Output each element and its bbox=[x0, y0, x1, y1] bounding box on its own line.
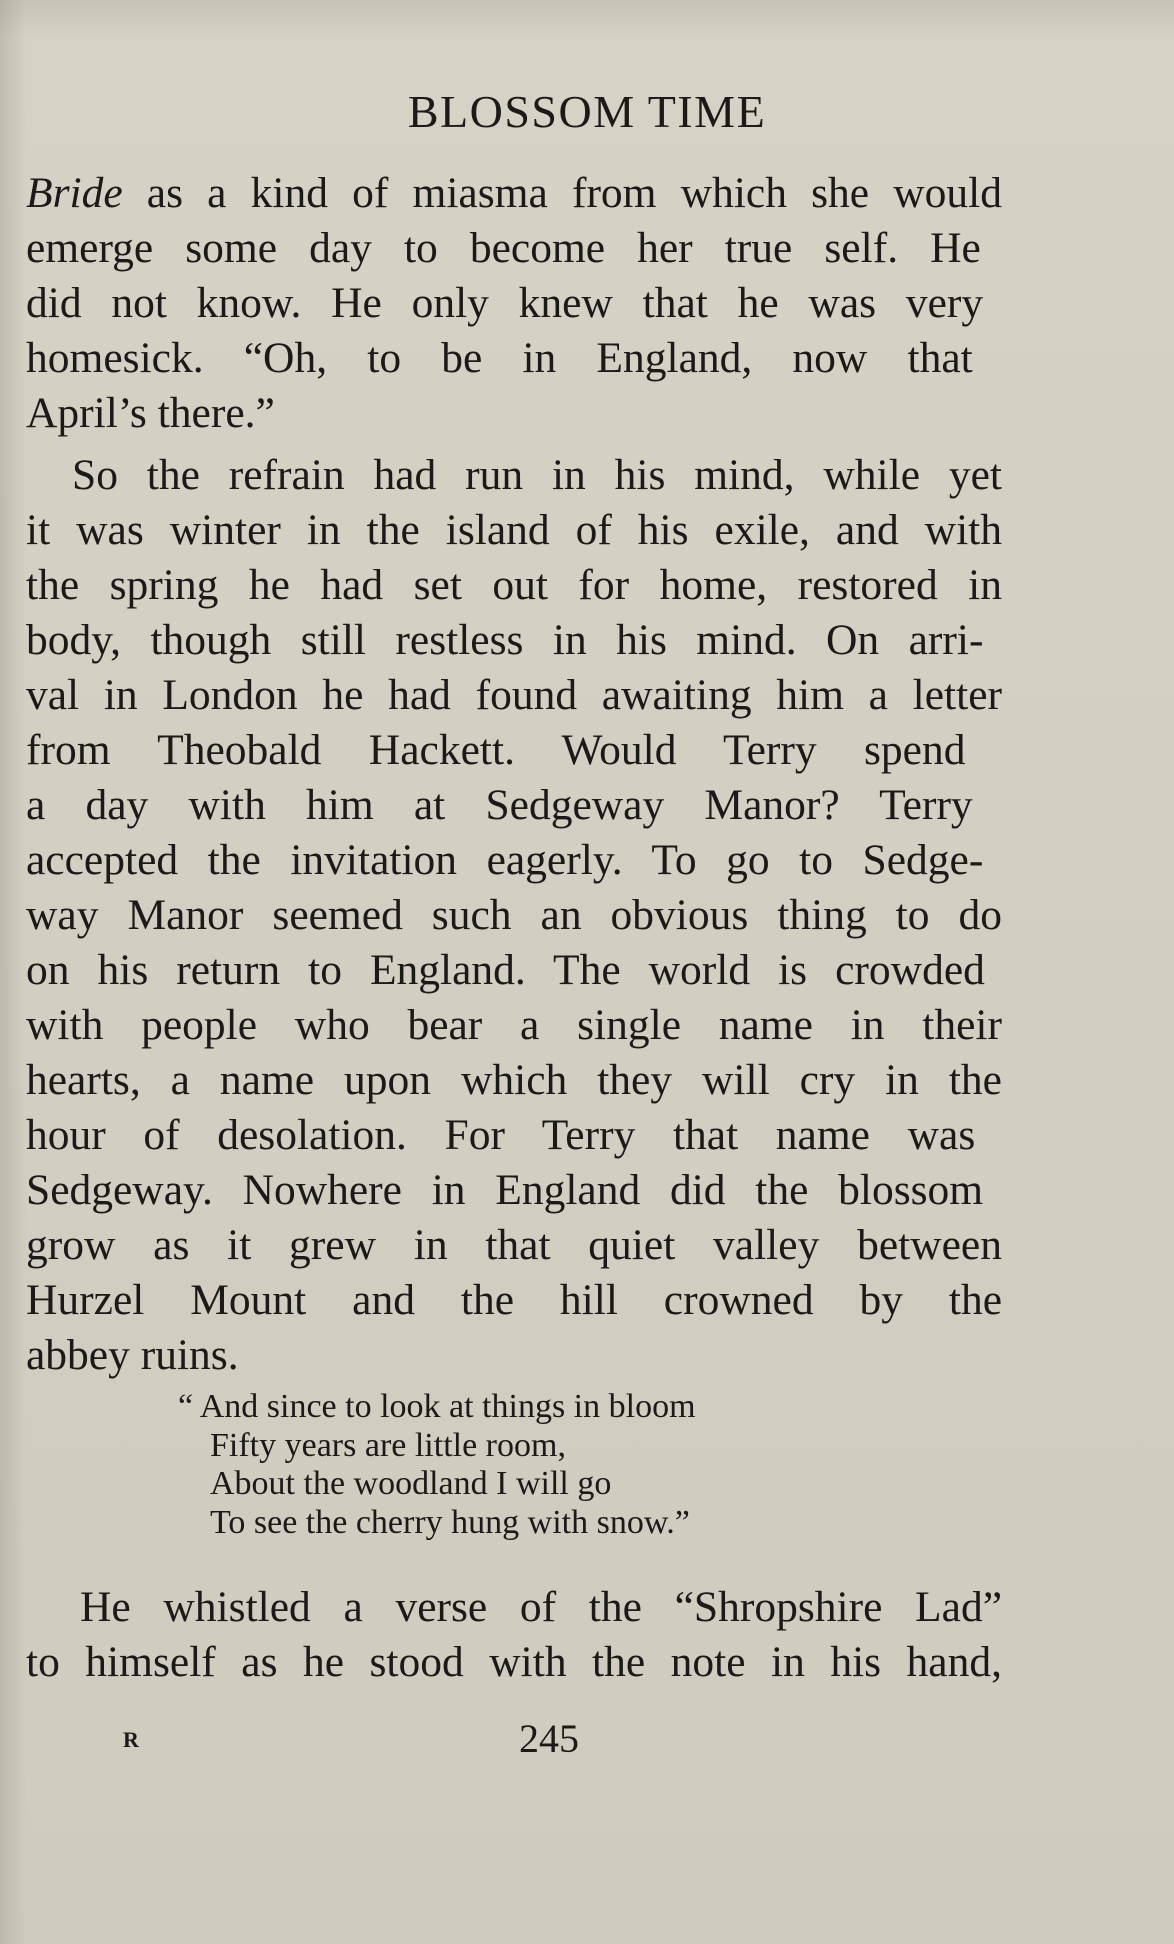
text-line bbox=[26, 166, 1002, 221]
text-line: on his return to England. The world is crowded bbox=[26, 946, 985, 994]
text-line: So the refrain had run in his mind, while yet bbox=[72, 451, 1002, 499]
text-line: way Manor seemed such an obvious thing to do bbox=[26, 891, 1002, 939]
paragraph-3 bbox=[26, 1580, 1002, 1690]
text-line: Hurzel Mount and the hill crowned by the bbox=[26, 1276, 1002, 1324]
text-line: accepted the invitation eagerly. To go to Sedge- bbox=[26, 836, 984, 884]
italic-word: Bride bbox=[26, 169, 123, 217]
verse-quotation bbox=[178, 1388, 696, 1542]
page-edge-shadow bbox=[0, 0, 26, 1944]
text-line: with people who bear a single name in their bbox=[26, 1001, 1002, 1049]
text-line: the spring he had set out for home, restored in bbox=[26, 561, 1002, 609]
text-line: val in London he had found awaiting him a letter bbox=[26, 671, 1002, 719]
text-line: abbey ruins. bbox=[26, 1331, 239, 1379]
text-line: it was winter in the island of his exile, and with bbox=[26, 506, 1002, 554]
text-line-rest: as a kind of miasma from which she would bbox=[122, 169, 1002, 217]
running-head: BLOSSOM TIME bbox=[407, 86, 767, 137]
text-line: did not know. He only knew that he was very bbox=[26, 279, 984, 327]
text-line: hearts, a name upon which they will cry in the bbox=[26, 1056, 1002, 1104]
text-line: hour of desolation. For Terry that name was bbox=[26, 1111, 976, 1159]
text-line: a day with him at Sedgeway Manor? Terry bbox=[26, 781, 973, 829]
text-line: Sedgeway. Nowhere in England did the blossom bbox=[26, 1166, 984, 1214]
verse-line: About the woodland I will go bbox=[210, 1465, 612, 1502]
verse-line: To see the cherry hung with snow.” bbox=[210, 1503, 690, 1541]
verse-line: Fifty years are little room, bbox=[210, 1426, 566, 1464]
text-line: He whistled a verse of the “Shropshire Lad” bbox=[80, 1583, 1002, 1631]
text-line: from Theobald Hackett. Would Terry spend bbox=[26, 726, 966, 774]
page-number: 245 bbox=[519, 1716, 579, 1761]
paragraph-1 bbox=[26, 166, 1002, 441]
text-line: body, though still restless in his mind. On arri- bbox=[26, 616, 984, 664]
text-line: April’s there.” bbox=[26, 389, 275, 437]
text-line: grow as it grew in that quiet valley between bbox=[26, 1221, 1002, 1269]
text-line: homesick. “Oh, to be in England, now that bbox=[26, 334, 973, 382]
page-number-container bbox=[0, 1715, 1174, 1762]
verse-line: “ And since to look at things in bloom bbox=[178, 1388, 696, 1425]
page-top-shadow bbox=[0, 0, 1174, 40]
paragraph-2 bbox=[26, 448, 1002, 1383]
text-line: emerge some day to become her true self. He bbox=[26, 224, 981, 272]
text-line: to himself as he stood with the note in his hand, bbox=[26, 1638, 1002, 1686]
signature-mark: R bbox=[123, 1727, 140, 1752]
